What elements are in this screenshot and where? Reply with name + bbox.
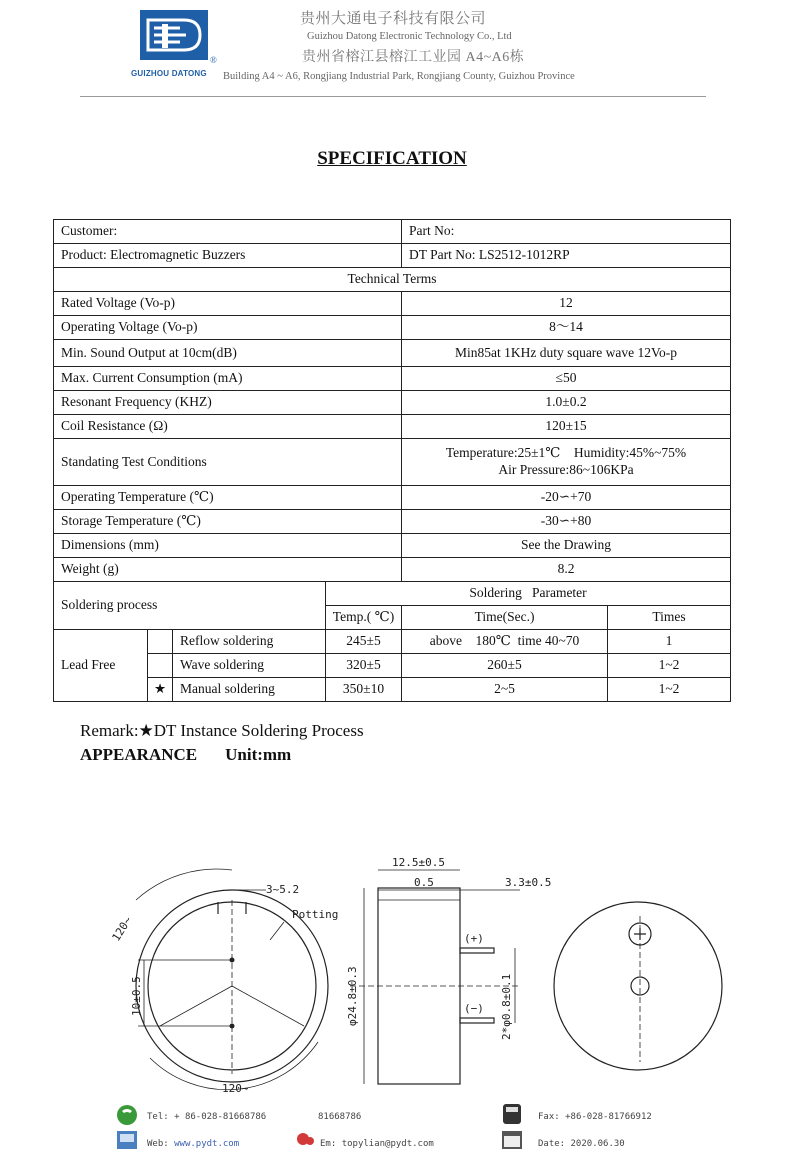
- width-label: 12.5±0.5: [392, 856, 445, 869]
- pin-dot: [230, 958, 235, 963]
- angle-line-left: [160, 986, 232, 1026]
- soldering-temp: 245±5: [326, 630, 402, 654]
- soldering-mark: [148, 654, 173, 678]
- spec-value: -30∽+80: [402, 510, 731, 534]
- specification-table: [53, 219, 731, 702]
- spec-label: Max. Current Consumption (mA): [54, 367, 402, 391]
- back-circle: [554, 902, 722, 1070]
- fax-icon: [500, 1102, 524, 1131]
- tel-label: Tel:: [147, 1112, 169, 1122]
- address-en: Building A4 ~ A6, Rongjiang Industrial Park, Rongjiang County, Guizhou Province: [223, 71, 575, 82]
- soldering-parameter-header: Soldering Parameter: [326, 582, 731, 606]
- spec-label: Dimensions (mm): [54, 534, 402, 558]
- soldering-mark: ★: [148, 678, 173, 702]
- date-label: Date:: [538, 1139, 566, 1149]
- customer-cell: Customer:: [54, 220, 402, 244]
- spec-value: 120±15: [402, 415, 731, 439]
- technical-terms-header: Technical Terms: [54, 268, 731, 292]
- dt-part-no-cell: DT Part No: LS2512-1012RP: [402, 244, 731, 268]
- spec-label: Operating Voltage (Vo-p): [54, 316, 402, 340]
- tel-line: [147, 1112, 266, 1122]
- spec-value: 1.0±0.2: [402, 391, 731, 415]
- pin-minus: [460, 1018, 494, 1023]
- offset-label: 0.5: [414, 876, 434, 889]
- email-label: Em:: [320, 1139, 337, 1149]
- product-cell: Product: Electromagnetic Buzzers: [54, 244, 402, 268]
- potting-label: Potting: [292, 908, 339, 921]
- soldering-time: 2~5: [402, 678, 608, 702]
- soldering-process-label: Soldering process: [54, 582, 326, 630]
- email-line: [320, 1139, 434, 1149]
- web-label: Web:: [147, 1139, 169, 1149]
- angle-top-label: 120~: [109, 914, 135, 944]
- pin-dot: [230, 1024, 235, 1029]
- col-temp-header: Temp.( ℃): [326, 606, 402, 630]
- soldering-times: 1~2: [608, 678, 731, 702]
- date-value: 2020.06.30: [570, 1139, 625, 1149]
- soldering-method: Manual soldering: [173, 678, 326, 702]
- soldering-time: 260±5: [402, 654, 608, 678]
- calendar-icon: [500, 1128, 524, 1155]
- col-time-header: Time(Sec.): [402, 606, 608, 630]
- spec-value: 12: [402, 292, 731, 316]
- fax-label: Fax:: [538, 1112, 560, 1122]
- email-link[interactable]: topylian@pydt.com: [341, 1139, 434, 1149]
- soldering-method: Reflow soldering: [173, 630, 326, 654]
- web-link[interactable]: www.pydt.com: [174, 1139, 240, 1149]
- plus-label: (+): [464, 932, 484, 945]
- pin-spacing-label: 2*φ0.8±0.1: [500, 973, 513, 1040]
- spec-value: See the Drawing: [402, 534, 731, 558]
- pin-plus: [460, 948, 494, 953]
- remark-note: Remark:★DT Instance Soldering Process: [80, 721, 364, 740]
- pin-length-label: 3.3±0.5: [505, 876, 552, 889]
- buzzer-drawing: [0, 830, 800, 1110]
- lead-free-label: Lead Free: [54, 630, 148, 702]
- pin-spacing-left-label: 10±0.5: [130, 976, 143, 1016]
- company-name-cn: 贵州大通电子科技有限公司: [300, 11, 487, 27]
- web-icon: [116, 1130, 138, 1155]
- soldering-times: 1~2: [608, 654, 731, 678]
- spec-label: Operating Temperature (℃): [54, 486, 402, 510]
- test-conditions-label: Standating Test Conditions: [54, 439, 402, 486]
- test-conditions-value: [402, 439, 731, 486]
- fax-value: +86-028-81766912: [565, 1112, 652, 1122]
- email-icon: [296, 1130, 316, 1153]
- spec-value: -20∽+70: [402, 486, 731, 510]
- appearance-heading: [80, 745, 291, 765]
- web-line: [147, 1139, 239, 1149]
- col-times-header: Times: [608, 606, 731, 630]
- test-conditions-line1: Temperature:25±1℃ Humidity:45%~75%: [445, 445, 687, 461]
- spec-value: 8.2: [402, 558, 731, 582]
- spec-label: Weight (g): [54, 558, 402, 582]
- spec-label: Resonant Frequency (KHZ): [54, 391, 402, 415]
- minus-label: (−): [464, 1002, 484, 1015]
- fax-line: [538, 1112, 652, 1122]
- diameter-label: φ24.8±0.3: [346, 966, 359, 1026]
- spec-label: Coil Resistance (Ω): [54, 415, 402, 439]
- date-line: [538, 1139, 625, 1149]
- header-divider: [80, 96, 706, 97]
- angle-bottom-label: 120~: [222, 1082, 249, 1095]
- soldering-mark: [148, 630, 173, 654]
- logo-caption: GUIZHOU DATONG: [131, 69, 207, 78]
- part-no-cell: Part No:: [402, 220, 731, 244]
- phone-icon: [116, 1104, 138, 1131]
- appearance-unit: Unit:mm: [225, 745, 292, 764]
- slot-dim: 3~5.2: [266, 883, 300, 896]
- spec-label: Storage Temperature (℃): [54, 510, 402, 534]
- spec-label: Min. Sound Output at 10cm(dB): [54, 340, 402, 367]
- spec-label: Rated Voltage (Vo-p): [54, 292, 402, 316]
- angle-line-right: [232, 986, 304, 1026]
- tel2-value: 81668786: [318, 1112, 362, 1122]
- soldering-temp: 320±5: [326, 654, 402, 678]
- address-cn: 贵州省榕江县榕江工业园 A4~A6栋: [302, 50, 525, 65]
- angle-arc-top: [136, 869, 232, 900]
- page-title: SPECIFICATION: [317, 148, 467, 169]
- test-conditions-line2: Air Pressure:86~106KPa: [498, 462, 634, 477]
- appearance-label: APPEARANCE: [80, 745, 198, 764]
- registered-mark: ®: [210, 55, 217, 65]
- tel-value: + 86-028-81668786: [174, 1112, 267, 1122]
- soldering-time: above 180℃ time 40~70: [402, 630, 608, 654]
- soldering-times: 1: [608, 630, 731, 654]
- company-logo: [140, 10, 208, 66]
- soldering-temp: 350±10: [326, 678, 402, 702]
- spec-value: 8～14: [402, 316, 731, 340]
- company-name-en: Guizhou Datong Electronic Technology Co., Ltd: [307, 31, 512, 42]
- spec-value: Min85at 1KHz duty square wave 12Vo-p: [402, 340, 731, 367]
- soldering-method: Wave soldering: [173, 654, 326, 678]
- potting-leader: [270, 922, 284, 940]
- spec-value: ≤50: [402, 367, 731, 391]
